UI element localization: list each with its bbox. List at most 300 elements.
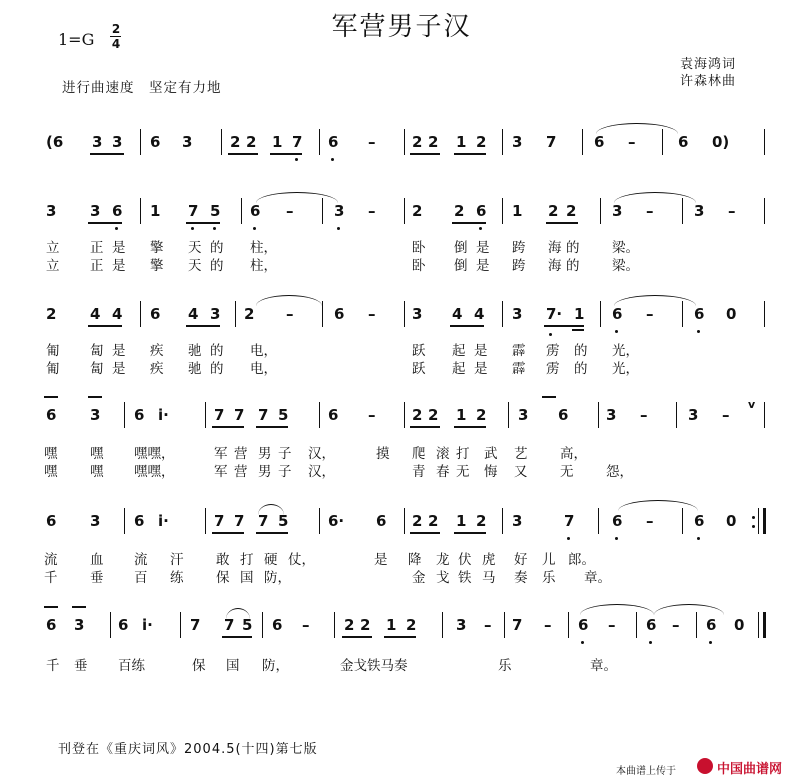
dash: – — [646, 305, 654, 323]
lyric-syllable: 垂 — [90, 570, 104, 586]
barline — [764, 198, 765, 224]
lyric-row-2 — [0, 566, 803, 584]
note: 2 — [412, 133, 423, 151]
repeat-dot — [752, 516, 755, 519]
lyric-syllable: 男 — [258, 446, 272, 462]
dash: – — [286, 305, 294, 323]
lyric-syllable: 是 — [476, 258, 490, 274]
barline — [322, 301, 323, 327]
beam — [256, 426, 288, 428]
lyric-syllable: 百练 — [118, 658, 145, 674]
lyric-syllable: 降 — [408, 552, 422, 568]
breath-mark: v — [748, 398, 756, 411]
barline — [502, 129, 503, 155]
dash: – — [672, 616, 680, 634]
lyric-syllable: 打 — [456, 446, 470, 462]
lyricist-credit: 袁海鸿词 — [680, 57, 737, 72]
barline — [110, 612, 111, 638]
note: 2 — [476, 512, 487, 530]
dash: – — [728, 202, 736, 220]
lyric-row-1 — [0, 442, 803, 460]
barline — [758, 508, 759, 534]
lyric-syllable: 雳 — [546, 343, 560, 359]
note: 0 — [726, 305, 737, 323]
note: 3 — [412, 305, 423, 323]
barline — [140, 129, 141, 155]
notation-row — [0, 512, 803, 542]
lyric-syllable: 国 — [240, 570, 254, 586]
low-octave-dot — [549, 333, 552, 336]
note: 6 — [112, 202, 123, 220]
lyric-syllable: 保 — [192, 658, 206, 674]
note: 3 — [512, 305, 523, 323]
lyric-syllable: 跨 — [512, 258, 526, 274]
notation-row — [0, 202, 803, 232]
note: 6 — [376, 512, 387, 530]
note: 3 — [512, 512, 523, 530]
note: 6 — [46, 616, 57, 634]
lyric-syllable: 正 — [90, 258, 104, 274]
barline — [319, 508, 320, 534]
beam — [212, 532, 244, 534]
notation-row — [0, 406, 803, 436]
tie — [654, 604, 724, 615]
note: 0 — [726, 512, 737, 530]
lyric-syllable: 流 — [134, 552, 148, 568]
tie — [580, 604, 654, 615]
lyric-syllable: 立 — [46, 240, 60, 256]
note: 3 — [688, 406, 699, 424]
overline — [542, 396, 556, 398]
note: 7 — [214, 406, 225, 424]
note: 6 — [134, 406, 145, 424]
note: 2 — [406, 616, 417, 634]
note: 2 — [476, 406, 487, 424]
note: 3 — [90, 406, 101, 424]
lyric-syllable: 立 — [46, 258, 60, 274]
low-octave-dot — [697, 537, 700, 540]
beam — [546, 222, 578, 224]
lyric-syllable: 起 — [452, 361, 466, 377]
lyric-syllable: 高， — [560, 446, 587, 462]
lyric-syllable: 营 — [234, 446, 248, 462]
lyric-syllable: 的 — [574, 361, 588, 377]
lyric-syllable: 是 — [112, 240, 126, 256]
lyric-syllable: 疾 — [150, 343, 164, 359]
lyric-row-2 — [0, 460, 803, 478]
lyric-syllable: 戈 — [436, 570, 450, 586]
low-octave-dot — [213, 227, 216, 230]
barline — [502, 508, 503, 534]
site-logo[interactable] — [697, 756, 797, 778]
note: 4 — [112, 305, 123, 323]
barline — [404, 129, 405, 155]
note: 7· — [546, 305, 563, 323]
lyric-row-1 — [0, 236, 803, 254]
barline — [600, 301, 601, 327]
note: 1 — [272, 133, 283, 151]
lyric-syllable: 的 — [210, 343, 224, 359]
lyric-syllable: 跃 — [412, 343, 426, 359]
lyric-syllable: 跨 — [512, 240, 526, 256]
note: 3 — [90, 202, 101, 220]
barline — [180, 612, 181, 638]
lyric-syllable: 柱， — [250, 240, 277, 256]
note: 2 — [360, 616, 371, 634]
lyric-syllable: 军 — [214, 446, 228, 462]
note: 2 — [244, 305, 255, 323]
note: 1 — [512, 202, 523, 220]
lyric-syllable: 青 — [412, 464, 426, 480]
note: 6 — [612, 305, 623, 323]
lyric-syllable: 疾 — [150, 361, 164, 377]
lyric-syllable: 郎。 — [568, 552, 595, 568]
beam — [450, 325, 484, 327]
beam — [88, 325, 122, 327]
tie — [596, 123, 678, 134]
lyric-syllable: 子 — [278, 464, 292, 480]
lyric-syllable: 爬 — [412, 446, 426, 462]
notation-row — [0, 305, 803, 335]
note: 0) — [712, 133, 730, 151]
lyric-syllable: 跃 — [412, 361, 426, 377]
note: 7 — [214, 512, 225, 530]
lyric-syllable: 匍 — [46, 361, 60, 377]
lyric-syllable: 怨， — [606, 464, 633, 480]
tie — [614, 295, 696, 306]
beam — [88, 222, 122, 224]
lyric-syllable: 驰 — [188, 343, 202, 359]
lyric-syllable: 霹 — [512, 361, 526, 377]
barline — [636, 612, 637, 638]
lyric-syllable: 嘿 — [44, 464, 58, 480]
lyric-syllable: 乐 — [542, 570, 556, 586]
barline — [404, 301, 405, 327]
barline — [682, 508, 683, 534]
note: 0 — [734, 616, 745, 634]
beam — [454, 153, 486, 155]
lyric-syllable: 千 — [46, 658, 60, 674]
note: 4 — [474, 305, 485, 323]
lyric-syllable: 的 — [566, 240, 580, 256]
lyric-syllable: 海 — [548, 258, 562, 274]
repeat-dot — [752, 525, 755, 528]
overline — [44, 606, 58, 608]
barline — [140, 198, 141, 224]
barline — [508, 402, 509, 428]
beam — [410, 153, 440, 155]
lyric-syllable: 嘿 — [44, 446, 58, 462]
note: 7 — [234, 406, 245, 424]
dash: – — [286, 202, 294, 220]
barline — [205, 508, 206, 534]
note: 6 — [328, 133, 339, 151]
barline — [502, 198, 503, 224]
lyric-syllable: 打 — [240, 552, 254, 568]
lyric-syllable: 匍 — [46, 343, 60, 359]
barline — [140, 301, 141, 327]
note: 6 — [612, 512, 623, 530]
notation-row — [0, 133, 803, 163]
lyric-syllable: 金戈铁马奏 — [340, 658, 408, 674]
dash: – — [722, 406, 730, 424]
note: 6 — [328, 406, 339, 424]
low-octave-dot — [615, 537, 618, 540]
beam — [410, 426, 440, 428]
note: 3 — [112, 133, 123, 151]
barline — [442, 612, 443, 638]
lyric-syllable: 擎 — [150, 240, 164, 256]
lyric-syllable: 是 — [474, 361, 488, 377]
note: 7 — [188, 202, 199, 220]
lyric-syllable: 血 — [90, 552, 104, 568]
barline — [682, 198, 683, 224]
lyric-syllable: 嘿嘿， — [134, 464, 175, 480]
note: 7 — [224, 616, 235, 634]
tie — [614, 192, 696, 203]
note: 3 — [92, 133, 103, 151]
lyric-syllable: 马 — [482, 570, 496, 586]
dash: – — [368, 133, 376, 151]
note: 5 — [278, 406, 289, 424]
lyric-syllable: 防， — [264, 570, 291, 586]
lyric-syllable: 硬 — [264, 552, 278, 568]
note: 2 — [428, 133, 439, 151]
low-octave-dot — [331, 158, 334, 161]
note: 7 — [258, 512, 269, 530]
barline — [319, 129, 320, 155]
note: 5 — [242, 616, 253, 634]
lyric-syllable: 又 — [514, 464, 528, 480]
lyric-row-2 — [0, 357, 803, 375]
low-octave-dot — [649, 641, 652, 644]
note: 1 — [456, 406, 467, 424]
lyric-syllable: 霹 — [512, 343, 526, 359]
lyric-row-1 — [0, 654, 803, 672]
note: 7 — [234, 512, 245, 530]
low-octave-dot — [295, 158, 298, 161]
barline — [758, 612, 759, 638]
barline — [262, 612, 263, 638]
lyric-syllable: 摸 — [376, 446, 390, 462]
publication-note: 刊登在《重庆词风》2004.5(十四)第七版 — [58, 742, 318, 757]
lyric-syllable: 卧 — [412, 258, 426, 274]
barline — [504, 612, 505, 638]
lyric-syllable: 梁。 — [612, 240, 639, 256]
lyric-row-2 — [0, 254, 803, 272]
lyric-syllable: 滚 — [436, 446, 450, 462]
dash: – — [640, 406, 648, 424]
lyric-syllable: 雳 — [546, 361, 560, 377]
dash: – — [484, 616, 492, 634]
barline — [124, 402, 125, 428]
lyric-syllable: 敢 — [216, 552, 230, 568]
barline — [205, 402, 206, 428]
barline — [235, 301, 236, 327]
lyric-syllable: 艺 — [514, 446, 528, 462]
barline — [682, 301, 683, 327]
barline — [696, 612, 697, 638]
low-octave-dot — [115, 227, 118, 230]
lyric-syllable: 是 — [374, 552, 388, 568]
note: 5 — [278, 512, 289, 530]
note: 7 — [258, 406, 269, 424]
lyric-syllable: 是 — [476, 240, 490, 256]
note: 6 — [706, 616, 717, 634]
lyric-syllable: 卧 — [412, 240, 426, 256]
note: i· — [158, 512, 169, 530]
overline — [72, 606, 86, 608]
lyric-syllable: 天 — [188, 258, 202, 274]
barline — [241, 198, 242, 224]
lyric-syllable: 电， — [250, 343, 277, 359]
note: 2 — [230, 133, 241, 151]
barline — [322, 198, 323, 224]
note: 7 — [546, 133, 557, 151]
low-octave-dot — [709, 641, 712, 644]
lyric-syllable: 千 — [44, 570, 58, 586]
low-octave-dot — [479, 227, 482, 230]
note: 2 — [548, 202, 559, 220]
beam — [452, 222, 486, 224]
note: i· — [158, 406, 169, 424]
lyric-syllable: 奏 — [514, 570, 528, 586]
note: 1 — [386, 616, 397, 634]
lyric-syllable: 垂 — [74, 658, 88, 674]
lyric-syllable: 无 — [560, 464, 574, 480]
note: 2 — [46, 305, 57, 323]
lyric-syllable: 是 — [474, 343, 488, 359]
dash: – — [646, 202, 654, 220]
lyric-syllable: 的 — [574, 343, 588, 359]
beam — [90, 153, 124, 155]
tie — [618, 500, 698, 511]
barline — [404, 402, 405, 428]
lyric-syllable: 汉， — [308, 446, 335, 462]
barline — [598, 402, 599, 428]
dash: – — [302, 616, 310, 634]
barline — [598, 508, 599, 534]
beam — [454, 532, 486, 534]
slur — [258, 504, 284, 515]
lyric-syllable: 擎 — [150, 258, 164, 274]
lyric-syllable: 乐 — [498, 658, 512, 674]
barline — [600, 198, 601, 224]
low-octave-dot — [615, 330, 618, 333]
lyric-syllable: 汗 — [170, 552, 184, 568]
beam — [384, 636, 416, 638]
lyric-syllable: 嘿嘿， — [134, 446, 175, 462]
barline — [334, 612, 335, 638]
note: 1 — [456, 133, 467, 151]
time-signature-denominator: 4 — [111, 37, 121, 51]
key-signature: 1=G — [58, 30, 95, 49]
lyric-syllable: 百 — [134, 570, 148, 586]
upload-note: 本曲谱上传于 — [616, 766, 676, 777]
lyric-syllable: 起 — [452, 343, 466, 359]
note: 2 — [412, 406, 423, 424]
lyric-syllable: 悔 — [484, 464, 498, 480]
lyric-syllable: 虎 — [482, 552, 496, 568]
note: 6 — [118, 616, 129, 634]
barline — [404, 198, 405, 224]
lyric-syllable: 武 — [484, 446, 498, 462]
overline — [88, 396, 102, 398]
song-title: 军营男子汉 — [331, 12, 472, 42]
lyric-syllable: 嘿 — [90, 464, 104, 480]
note: 6 — [594, 133, 605, 151]
composer-credit: 许森林曲 — [680, 74, 737, 89]
beam — [186, 325, 220, 327]
lyric-syllable: 电， — [250, 361, 277, 377]
lyric-syllable: 的 — [210, 258, 224, 274]
note: 7 — [564, 512, 575, 530]
lyric-syllable: 匐 — [90, 343, 104, 359]
note: 4 — [188, 305, 199, 323]
lyric-syllable: 正 — [90, 240, 104, 256]
lyric-syllable: 龙 — [436, 552, 450, 568]
barline — [582, 129, 583, 155]
note: 2 — [412, 202, 423, 220]
note: 6 — [46, 512, 57, 530]
notation-row — [0, 616, 803, 646]
note: 6 — [694, 512, 705, 530]
lyric-syllable: 章。 — [584, 570, 611, 586]
note: 7 — [292, 133, 303, 151]
note: 3 — [512, 133, 523, 151]
note: 1 — [456, 512, 467, 530]
lyric-syllable: 倒 — [454, 240, 468, 256]
site-name: 中国曲谱网 — [717, 762, 783, 777]
barline — [764, 301, 765, 327]
barline — [502, 301, 503, 327]
note: 6 — [578, 616, 589, 634]
dash: – — [544, 616, 552, 634]
beam — [544, 325, 584, 327]
lyric-syllable: 男 — [258, 464, 272, 480]
note: 2 — [454, 202, 465, 220]
lyric-syllable: 柱， — [250, 258, 277, 274]
note: 4 — [90, 305, 101, 323]
note: 6 — [476, 202, 487, 220]
beam — [270, 153, 302, 155]
time-signature-numerator: 2 — [111, 22, 121, 36]
note: 2 — [428, 512, 439, 530]
site-logo-icon — [697, 758, 713, 774]
low-octave-dot — [337, 227, 340, 230]
slur — [226, 608, 250, 619]
dash: – — [368, 406, 376, 424]
lyric-syllable: 光， — [612, 361, 639, 377]
lyric-syllable: 仗， — [288, 552, 315, 568]
beam — [222, 636, 252, 638]
note: 3 — [518, 406, 529, 424]
note: 3 — [90, 512, 101, 530]
lyric-syllable: 汉， — [308, 464, 335, 480]
note: 2 — [412, 512, 423, 530]
note: 6 — [134, 512, 145, 530]
lyric-syllable: 军 — [214, 464, 228, 480]
note: 6 — [150, 305, 161, 323]
beam — [410, 532, 440, 534]
tie — [256, 192, 338, 203]
lyric-syllable: 嘿 — [90, 446, 104, 462]
lyric-syllable: 光， — [612, 343, 639, 359]
note: 2 — [344, 616, 355, 634]
note: 6 — [678, 133, 689, 151]
repeat-barline — [763, 508, 766, 534]
beam — [572, 329, 584, 331]
